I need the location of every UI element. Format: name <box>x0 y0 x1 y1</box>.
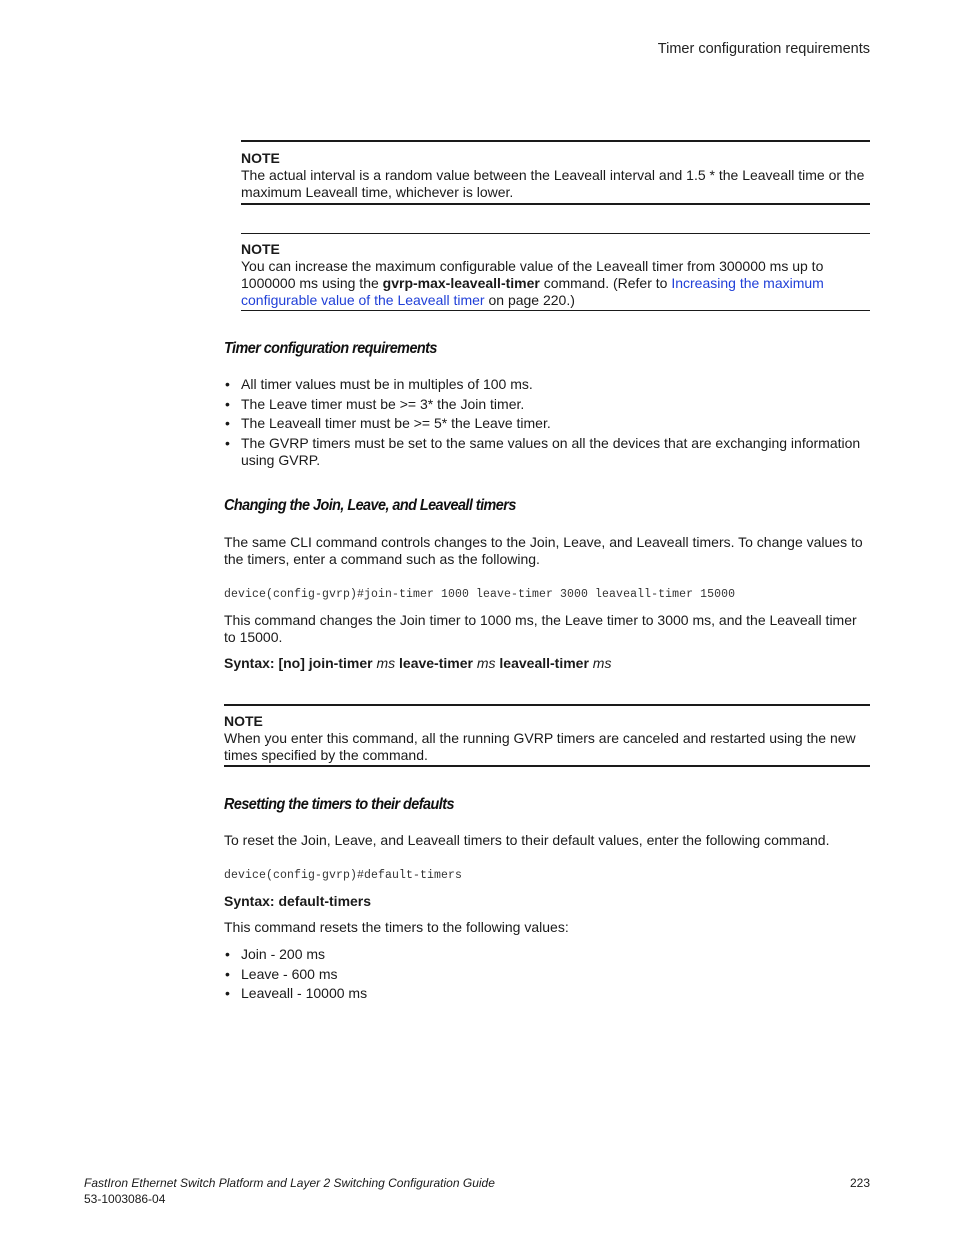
list-item: • Leave - 600 ms <box>225 965 338 982</box>
note-text: When you enter this command, all the running GVRP timers are canceled and restarted using the new times specified by the command. <box>224 730 856 763</box>
list-item-text: Join - 200 ms <box>241 946 326 962</box>
section-heading: Resetting the timers to their defaults <box>224 796 454 813</box>
cli-example: device(config-gvrp)#default-timers <box>224 869 463 882</box>
note-text-part: command. (Refer to <box>539 275 672 291</box>
cross-reference-link[interactable]: Increasing the maximum configurable value of the Leaveall timer <box>241 275 824 308</box>
list-item-text: The Leaveall timer must be >= 5* the Leave timer. <box>241 415 551 431</box>
requirements-list <box>224 376 870 471</box>
syntax-keyword: leave-timer <box>395 655 477 671</box>
note-box <box>241 140 870 205</box>
note-title: NOTE <box>241 150 280 166</box>
footer-doc-number: 53-1003086-04 <box>84 1192 166 1206</box>
syntax-keyword: Syntax: [no] join-timer <box>224 655 377 671</box>
note-bottom-rule <box>241 310 870 311</box>
list-item-text: The GVRP timers must be set to the same values on all the devices that are exchanging information using GVRP. <box>241 434 861 468</box>
list-item: • Join - 200 ms <box>225 946 326 962</box>
syntax-line <box>224 893 870 910</box>
note-bottom-rule <box>224 765 870 767</box>
syntax-line <box>224 655 870 672</box>
command-name: gvrp-max-leaveall-timer <box>382 275 540 291</box>
note-bottom-rule <box>241 203 870 205</box>
list-item: • All timer values must be in multiples of 100 ms. <box>225 376 533 392</box>
list-item: • The Leaveall timer must be >= 5* the Leave timer. <box>225 415 551 431</box>
note-text-part: You can increase the maximum configurable value of the Leaveall timer from 300000 ms up to 1000000 ms using the <box>241 258 824 291</box>
syntax-keyword: leaveall-timer <box>495 655 593 671</box>
default-values-list <box>224 946 870 1005</box>
cli-example: device(config-gvrp)#join-timer 1000 leave-timer 3000 leaveall-timer 15000 <box>224 588 736 601</box>
list-item-text: The Leave timer must be >= 3* the Join timer. <box>241 395 525 412</box>
list-item: • Leaveall - 10000 ms <box>225 985 368 1001</box>
paragraph: This command resets the timers to the following values: <box>224 919 569 935</box>
note-text: The actual interval is a random value between the Leaveall interval and 1.5 * the Leaveall time or the maximum Leaveall time, whichever is lower. <box>241 167 865 200</box>
syntax-keyword: Syntax: default-timers <box>224 893 372 909</box>
page-number: 223 <box>849 1176 870 1190</box>
note-text-part: on page 220.) <box>484 292 575 308</box>
note-box <box>224 704 870 767</box>
note-box <box>241 233 870 311</box>
list-item-text: All timer values must be in multiples of 100 ms. <box>241 376 533 392</box>
note-title: NOTE <box>241 241 280 257</box>
list-item-text: Leaveall - 10000 ms <box>241 985 368 1001</box>
list-item: • The GVRP timers must be set to the same values on all the devices that are exchanging information using GVRP. <box>225 434 861 468</box>
list-item: • The Leave timer must be >= 3* the Join timer. <box>225 395 525 412</box>
running-header: Timer configuration requirements <box>657 41 870 57</box>
note-top-rule <box>241 140 870 142</box>
note-top-rule <box>224 704 870 706</box>
list-item-text: Leave - 600 ms <box>241 965 338 982</box>
syntax-argument: ms <box>376 655 396 671</box>
note-top-rule <box>241 233 870 234</box>
note-text <box>241 258 870 309</box>
section-heading: Changing the Join, Leave, and Leaveall timers <box>224 497 516 514</box>
paragraph: To reset the Join, Leave, and Leaveall timers to their default values, enter the following command. <box>224 832 830 848</box>
syntax-argument: ms <box>476 655 496 671</box>
section-heading: Timer configuration requirements <box>224 340 437 357</box>
footer-guide-title: FastIron Ethernet Switch Platform and Layer 2 Switching Configuration Guide <box>84 1176 495 1190</box>
paragraph: This command changes the Join timer to 1000 ms, the Leave timer to 3000 ms, and the Leaveall timer to 15000. <box>224 612 857 645</box>
syntax-argument: ms <box>592 655 612 671</box>
paragraph: The same CLI command controls changes to the Join, Leave, and Leaveall timers. To change values to the timers, enter a command such as the following. <box>224 534 863 567</box>
note-title: NOTE <box>224 713 263 729</box>
